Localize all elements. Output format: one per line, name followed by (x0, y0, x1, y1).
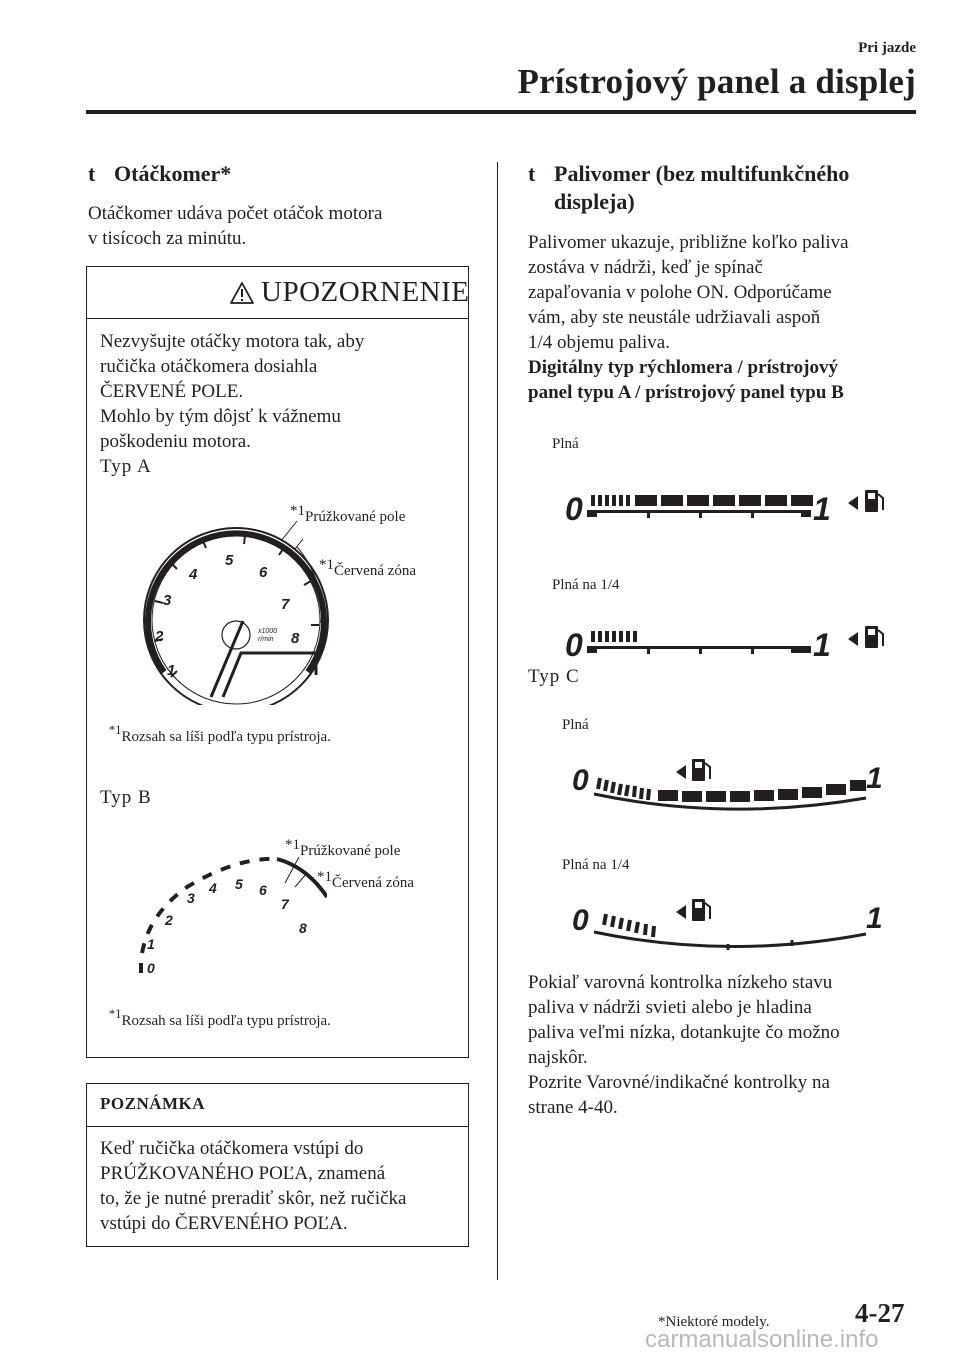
gauge-a-number: 6 (259, 564, 268, 581)
tachometer-heading: t Otáčkomer* (88, 161, 232, 186)
gauge-a-number: 1 (167, 662, 176, 679)
quarter-label-1: Plná na 1/4 (552, 577, 620, 593)
fuel-gauge-intro: Palivomer ukazuje, približne koľko paliva zostáva v nádrži, keď je spínač zapaľovania v polohe ON. Odporúčame vám, aby ste neustále udržiavali aspoň 1/4 objemu paliva. Digitálny typ rýchlomera / prístrojový panel typu A / prístrojový panel typu B (528, 232, 849, 403)
gauge-a-number: 2 (155, 628, 164, 645)
striped-field-label-a: $^{*1}$Prúžkované pole (290, 503, 406, 525)
red-zone-label-b: $^{*1}$Červená zóna (317, 869, 415, 891)
red-zone-label-a: $^{*1}$Červená zóna (319, 557, 417, 579)
gauge-a-number: 7 (281, 596, 290, 613)
gauge-a-number: 5 (225, 552, 234, 569)
warning-text: Nezvyšujte otáčky motora tak, aby ručička otáčkomera dosiahla ČERVENÉ POLE. Mohlo by tým dôjsť k vážnemu poškodeniu motora. Typ A (100, 331, 365, 477)
gauge-one: 1 (813, 627, 831, 662)
gauge-zero: 0 (572, 904, 589, 937)
gauge-b-number: 7 (281, 896, 289, 912)
warning-title: UPOZORNENIE (261, 276, 470, 308)
fuel-gauge-outro: Pokiaľ varovná kontrolka nízkeho stavu paliva v nádrži svieti alebo je hladina paliva veľmi nízka, dotankujte čo možno najskôr. Pozrite Varovné/indikačné kontrolky na strane 4-40. (528, 972, 840, 1118)
gauge-b-number: 3 (187, 890, 195, 906)
range-note-a: $^{*1}$Rozsah sa líši podľa typu prístroja. (109, 723, 331, 745)
gauge-b-number: 2 (165, 912, 173, 928)
gauge-one: 1 (866, 762, 883, 795)
gauge-one: 1 (813, 491, 831, 526)
digital-fuel-gauge-quarter (565, 624, 910, 662)
page-title: Prístrojový panel a displej (517, 62, 916, 101)
models-footnote: *Niektoré modely. (658, 1314, 770, 1330)
digital-fuel-gauge-full (565, 488, 910, 526)
gauge-b-number: 0 (147, 960, 155, 976)
gauge-b-number: 1 (147, 936, 155, 952)
warning-header (87, 267, 468, 319)
fuel-pump-icon (692, 899, 710, 921)
gauge-a-number: 3 (163, 592, 172, 609)
gauge-b-number: 5 (235, 876, 243, 892)
note-box (86, 1083, 469, 1247)
gauge-b-number: 8 (299, 920, 307, 936)
fuel-pump-icon (865, 490, 883, 512)
gauge-zero: 0 (565, 491, 583, 526)
watermark: carmanualsonline.info (645, 1326, 879, 1353)
fuel-pump-icon (692, 759, 710, 781)
striped-field-label-b: $^{*1}$Prúžkované pole (285, 837, 401, 859)
page-number: 4-27 (855, 1298, 905, 1328)
note-text: Keď ručička otáčkomera vstúpi do PRÚŽKOVANÉHO POĽA, znamená to, že je nutné preradiť skôr, než ručička vstúpi do ČERVENÉHO POĽA. (100, 1138, 407, 1234)
type-c-label: Typ C (528, 666, 580, 687)
section-label: Pri jazde (858, 40, 916, 56)
full-label-c: Plná (562, 717, 589, 733)
gauge-zero: 0 (565, 627, 583, 662)
header-rule (86, 110, 916, 114)
gauge-a-number: 4 (189, 566, 198, 583)
tachometer-intro: Otáčkomer udáva počet otáčok motora v tisícoch za minútu. (88, 203, 383, 249)
quarter-label-c: Plná na 1/4 (562, 857, 630, 873)
note-header (87, 1084, 468, 1127)
type-c-fuel-gauge-quarter (568, 898, 898, 958)
full-label-1: Plná (552, 436, 579, 452)
warning-triangle-icon (229, 281, 255, 305)
gauge-a-unit: x1000 (258, 628, 278, 635)
type-b-label: Typ B (100, 787, 152, 808)
gauge-zero: 0 (572, 764, 589, 797)
gauge-a-unit: r/min (258, 636, 274, 643)
gauge-one: 1 (866, 902, 883, 935)
gauge-a-number: 8 (291, 630, 300, 647)
note-title: POZNÁMKA (100, 1094, 206, 1113)
type-c-fuel-gauge-full (568, 758, 898, 818)
column-divider (497, 162, 498, 1280)
gauge-b-number: 6 (259, 882, 267, 898)
fuel-gauge-heading: t Palivomer (bez multifunkčného displeja) (528, 161, 850, 214)
fuel-pump-icon (865, 626, 883, 648)
gauge-b-number: 4 (209, 880, 217, 896)
range-note-b: $^{*1}$Rozsah sa líši podľa typu prístroja. (109, 1007, 331, 1029)
warning-box (86, 266, 469, 1058)
